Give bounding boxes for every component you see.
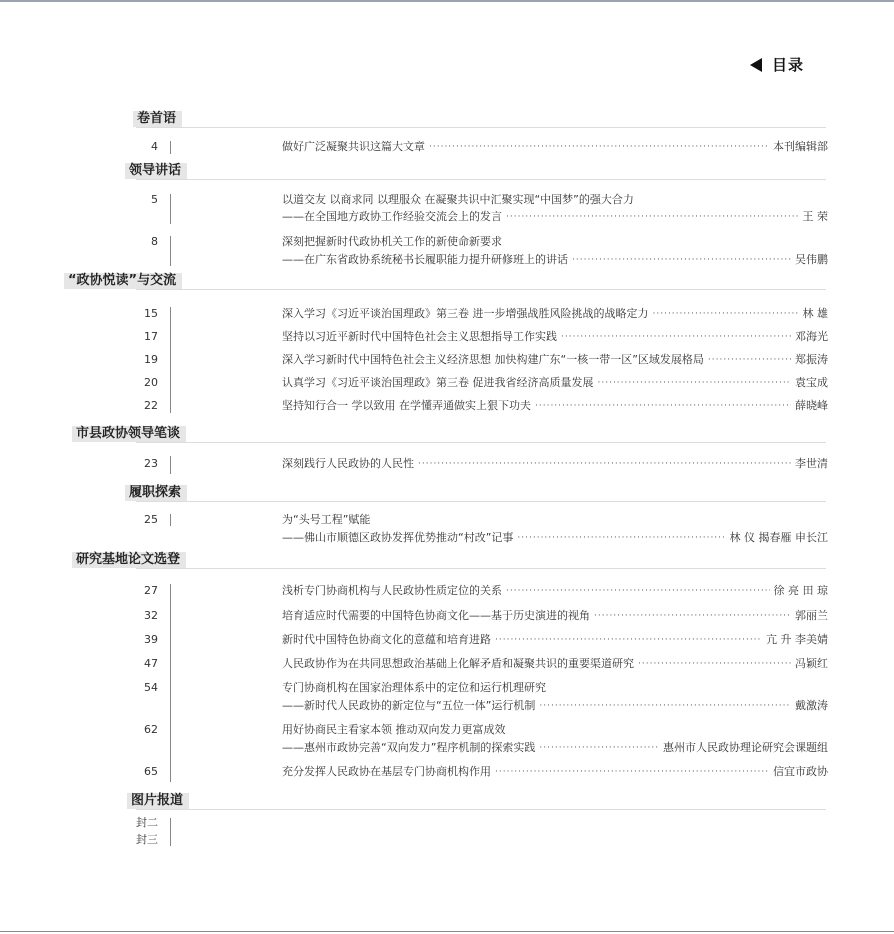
entry-title: 人民政协作为在共同思想政治基础上化解矛盾和凝聚共识的重要渠道研究 [282,657,634,670]
entry-page: 23 [144,457,158,470]
entry-author: 戴激涛 [795,699,828,712]
entry-title: 为“头号工程”赋能 [282,513,371,526]
page-divider [170,456,171,474]
toc-header-title: 目录 [772,56,805,74]
top-border [0,0,894,2]
page-divider [170,514,171,526]
leader-dots [495,764,769,780]
entry-author: 袁宝成 [795,376,828,389]
page-divider [170,194,171,224]
leader-dots [598,375,792,391]
toc-entry-sub-line[interactable] [282,209,828,225]
toc-entry[interactable] [282,375,828,391]
toc-entry[interactable] [282,608,828,624]
entry-page: 19 [144,353,158,366]
leader-dots [708,352,791,368]
section-title-tupianbaodao: 图片报道 [127,793,189,809]
section-rule [136,501,826,502]
entry-title: 深入学习《习近平谈治国理政》第三卷 进一步增强战胜风险挑战的战略定力 [282,307,649,320]
entry-page: 39 [144,633,158,646]
toc-entry[interactable] [282,764,828,780]
toc-entry[interactable] [282,306,828,322]
section-rule [136,127,826,128]
toc-entry-title-line[interactable] [282,512,828,528]
entry-author: 亢 升 李美婧 [766,633,828,646]
entry-title: 深刻把握新时代政协机关工作的新使命新要求 [282,235,502,248]
entry-page: 62 [144,723,158,736]
toc-entry-sub-line[interactable] [282,252,828,268]
page-divider [170,818,171,846]
entry-subtitle: ——在全国地方政协工作经验交流会上的发言 [282,210,502,223]
section-rule [136,289,826,290]
leader-dots [594,608,791,624]
entry-author: 本刊编辑部 [773,140,828,153]
section-title-lingdaojianghua: 领导讲话 [125,163,187,179]
entry-author: 吴伟鹏 [795,253,828,266]
entry-page: 27 [144,584,158,597]
entry-page: 5 [151,193,158,206]
leader-dots [572,252,791,268]
toc-entry[interactable] [282,352,828,368]
toc-entry[interactable] [282,656,828,672]
entry-page: 25 [144,513,158,526]
entry-title: 用好协商民主看家本领 推动双向发力更富成效 [282,723,506,736]
entry-title: 培育适应时代需要的中国特色协商文化——基于历史演进的视角 [282,609,590,622]
entry-page: 15 [144,307,158,320]
section-title-juanshouyu: 卷首语 [133,111,182,127]
leader-dots [539,698,791,714]
toc-entry[interactable] [282,456,828,472]
section-rule [136,809,826,810]
entry-subtitle: ——惠州市政协完善“双向发力”程序机制的探索实践 [282,741,536,754]
page-divider [170,584,171,782]
entry-author: 林 仪 揭春雁 申长江 [729,531,828,544]
toc-entry[interactable] [282,583,828,599]
entry-title: 新时代中国特色协商文化的意蕴和培育进路 [282,633,491,646]
toc-entry-title-line[interactable] [282,722,828,738]
toc-entry-title-line[interactable] [282,192,828,208]
entry-page: 22 [144,399,158,412]
toc-entry-title-line[interactable] [282,680,828,696]
entry-title: 做好广泛凝聚共识这篇大文章 [282,140,425,153]
page-divider [170,141,171,154]
photo-page-1: 封二 [136,816,158,829]
leader-dots [517,530,725,546]
entry-author: 冯颖红 [795,657,828,670]
page-divider [170,236,171,266]
entry-page: 32 [144,609,158,622]
entry-author: 李世清 [795,457,828,470]
photo-page-2: 封三 [136,833,158,846]
entry-author: 邓海光 [795,330,828,343]
bottom-border [0,931,894,932]
section-title-lvzhitansuo: 履职探索 [125,485,187,501]
left-triangle-icon [750,58,762,72]
page-divider [170,307,171,413]
entry-subtitle: ——新时代人民政协的新定位与“五位一体”运行机制 [282,699,536,712]
entry-author: 徐 亮 田 琼 [773,584,828,597]
leader-dots [429,139,769,155]
toc-entry-title-line[interactable] [282,234,828,250]
section-rule [136,442,826,443]
leader-dots [638,656,791,672]
entry-title: 坚持知行合一 学以致用 在学懂弄通做实上狠下功夫 [282,399,531,412]
toc-header [750,54,804,75]
leader-dots [506,209,799,225]
entry-page: 20 [144,376,158,389]
leader-dots [561,329,791,345]
entry-page: 17 [144,330,158,343]
leader-dots [535,398,791,414]
entry-subtitle: ——佛山市顺德区政协发挥优势推动“村改”记事 [282,531,514,544]
section-rule [136,179,826,180]
section-rule [136,568,826,569]
entry-title: 以道交友 以商求同 以理服众 在凝聚共识中汇聚实现“中国梦”的强大合力 [282,193,634,206]
entry-title: 深入学习新时代中国特色社会主义经济思想 加快构建广东“一核一带一区”区域发展格局 [282,353,704,366]
toc-entry[interactable] [282,632,828,648]
entry-page: 47 [144,657,158,670]
section-title-yanjiujidi: 研究基地论文选登 [72,552,186,568]
leader-dots [653,306,799,322]
entry-author: 林 雄 [802,307,828,320]
entry-title: 深刻践行人民政协的人民性 [282,457,414,470]
entry-title: 专门协商机构在国家治理体系中的定位和运行机理研究 [282,681,546,694]
leader-dots [495,632,762,648]
entry-title: 认真学习《习近平谈治国理政》第三卷 促进我省经济高质量发展 [282,376,594,389]
entry-author: 郭丽兰 [795,609,828,622]
leader-dots [506,583,770,599]
entry-author: 王 荣 [802,210,828,223]
entry-author: 薛晓峰 [795,399,828,412]
toc-entry[interactable] [282,398,828,414]
entry-page: 4 [151,140,158,153]
entry-subtitle: ——在广东省政协系统秘书长履职能力提升研修班上的讲话 [282,253,568,266]
leader-dots [418,456,791,472]
entry-title: 充分发挥人民政协在基层专门协商机构作用 [282,765,491,778]
entry-page: 65 [144,765,158,778]
toc-entry[interactable] [282,329,828,345]
entry-author: 郑振涛 [795,353,828,366]
toc-entry-sub-line[interactable] [282,698,828,714]
entry-author: 信宜市政协 [773,765,828,778]
entry-page: 54 [144,681,158,694]
entry-title: 浅析专门协商机构与人民政协性质定位的关系 [282,584,502,597]
leader-dots [539,740,659,756]
entry-page: 8 [151,235,158,248]
toc-entry-sub-line[interactable] [282,740,828,756]
section-title-shixianbitan: 市县政协领导笔谈 [72,426,186,442]
entry-author: 惠州市人民政协理论研究会课题组 [663,741,828,754]
toc-entry-sub-line[interactable] [282,530,828,546]
entry-title: 坚持以习近平新时代中国特色社会主义思想指导工作实践 [282,330,557,343]
toc-entry[interactable] [282,139,828,155]
section-title-zhengxieyuedu: “政协悦读”与交流 [64,273,182,289]
